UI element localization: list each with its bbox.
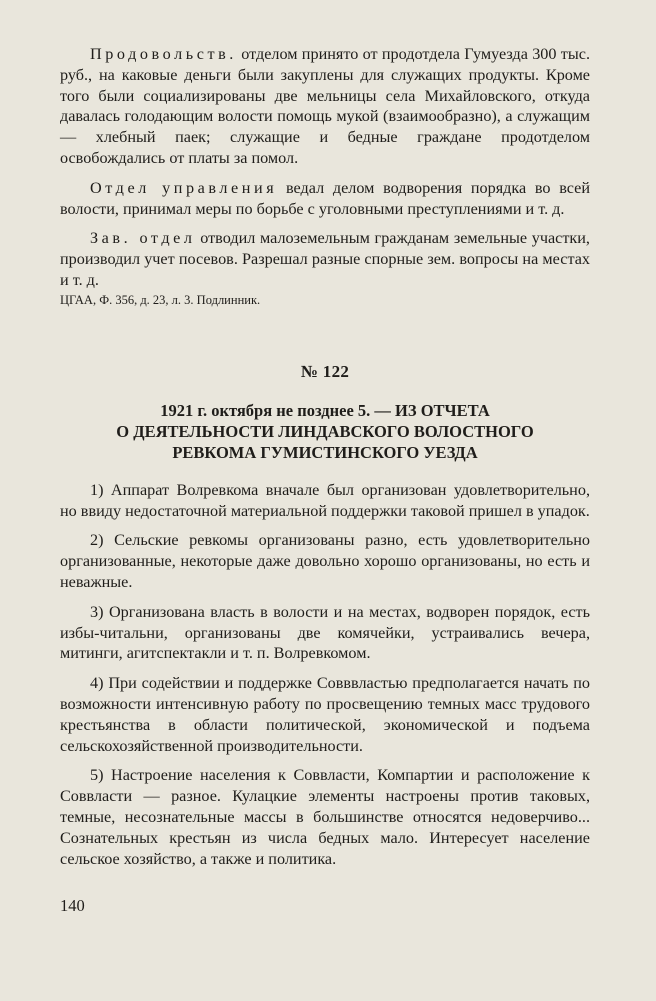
- paragraph-lead: Отдел управления: [90, 178, 278, 197]
- report-item-1: 1) Аппарат Волревкома вначале был организован удовлетворительно, но ввиду недостаточной материальной поддержки таковой пришел в упадок.: [60, 480, 590, 520]
- paragraph-body: отделом принято от продотдела Гумуезда 300 тыс. руб., на каковые деньги были закуплены для служащих продукты. Кроме того были социализированы две мельницы села Михайловского, откуда давалась голодающим волости помощь мукой (взаимообразно), а служащим — хлебный паек; служащие и бедные граждане продотделом освобождались от платы за помол.: [60, 45, 590, 167]
- paragraph-body: отводил малоземельным гражданам земельные участки, производил учет посевов. Разрешал разные спорные зем. вопросы на местах и т. д.: [60, 229, 590, 289]
- paragraph-lead: Зав. отдел: [90, 229, 196, 248]
- heading-line-2: О ДЕЯТЕЛЬНОСТИ ЛИНДАВСКОГО ВОЛОСТНОГО: [116, 421, 534, 441]
- report-item-2: 2) Сельские ревкомы организованы разно, есть удовлетворительно организованные, некоторые даже довольно хорошо организованы, но есть и неважные.: [60, 531, 590, 591]
- report-item-5: 5) Настроение населения к Соввласти, Компартии и расположение к Соввласти — разное. Кулацкие элементы настроены против таковых, темные, несознательные массы в большинстве относятся недоверчиво... Сознательных крестьян из числа бедных мало. Интересует население сельское хозяйство, а также и политика.: [60, 766, 590, 868]
- heading-line-3: РЕВКОМА ГУМИСТИНСКОГО УЕЗДА: [172, 442, 478, 462]
- report-item-4: 4) При содействии и поддержке Совввластью предполагается начать по возможности интенсивную работу по просвещению темных масс трудового крестьянства в области политической, экономической и подъема сельскохозяйственной производительности.: [60, 674, 590, 755]
- paragraph-food-department: [60, 44, 590, 169]
- document-number: № 122: [300, 361, 350, 381]
- heading-line-1: 1921 г. октября не позднее 5. — ИЗ ОТЧЕТА: [160, 400, 490, 420]
- page-number: 140: [60, 896, 85, 915]
- paragraph-lead: Продовольств.: [90, 45, 237, 63]
- paragraph-land-department: [60, 228, 590, 290]
- archive-source: ЦГАА, Ф. 356, д. 23, л. 3. Подлинник.: [60, 292, 261, 307]
- report-item-3: 3) Организована власть в волости и на местах, водворен порядок, есть избы-читальни, организованы две комячейки, устраивались вечера, митинги, агитспектакли и т. п. Волревкомом.: [60, 602, 590, 663]
- paragraph-management-department: [60, 178, 590, 220]
- paragraph-body: ведал делом водворения порядка во всей волости, принимал меры по борьбе с уголовными преступлениями и т. д.: [60, 178, 590, 218]
- document-heading: [60, 400, 590, 463]
